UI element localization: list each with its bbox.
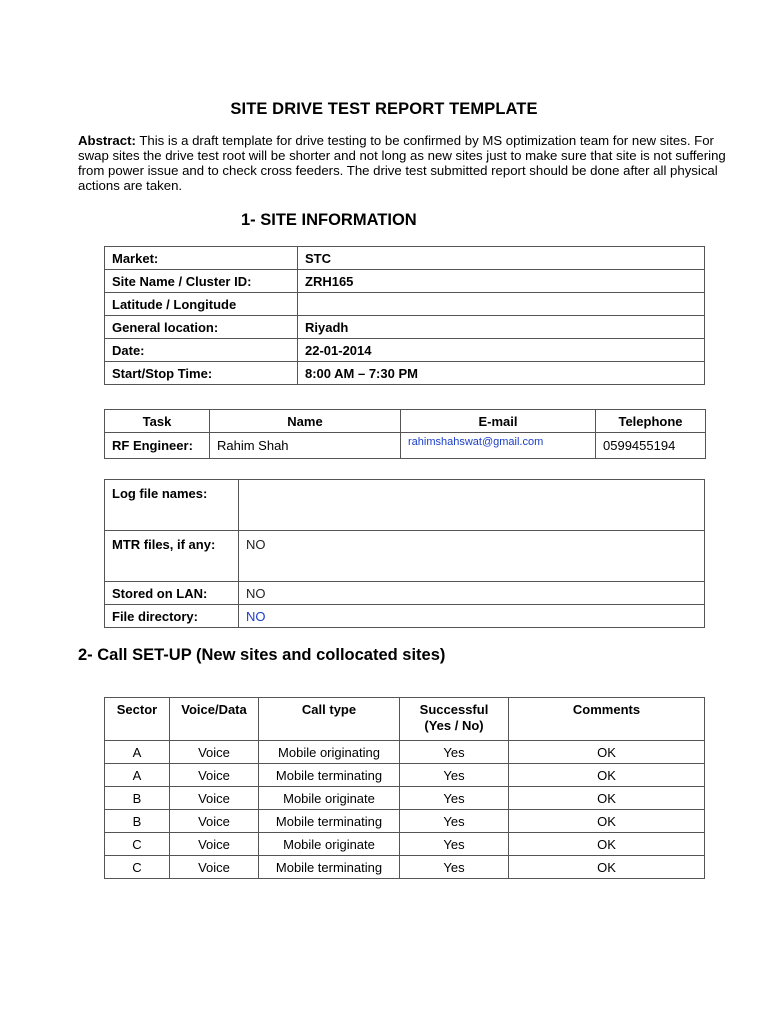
sector-cell: B [105,810,170,833]
lat-long-value [298,293,705,316]
sector-header: Sector [105,698,170,741]
market-label: Market: [105,247,298,270]
log-file-names-value [239,480,705,531]
table-row [105,339,705,362]
voice-data-cell: Voice [170,833,259,856]
call-type-cell: Mobile originate [259,787,400,810]
sector-cell: A [105,741,170,764]
comments-cell: OK [509,764,705,787]
comments-cell: OK [509,741,705,764]
comments-header: Comments [509,698,705,741]
successful-cell: Yes [400,856,509,879]
file-directory-value: NO [239,605,705,628]
stored-on-lan-label: Stored on LAN: [105,582,239,605]
site-name-value: ZRH165 [298,270,705,293]
table-row [105,582,705,605]
name-header: Name [210,410,401,433]
comments-cell: OK [509,810,705,833]
voice-data-cell: Voice [170,764,259,787]
table-row [105,856,705,879]
sector-cell: B [105,787,170,810]
table-row [105,741,705,764]
mtr-files-value: NO [239,531,705,582]
successful-cell: Yes [400,741,509,764]
name-cell: Rahim Shah [210,433,401,459]
market-value: STC [298,247,705,270]
team-table [104,409,706,459]
table-row [105,247,705,270]
sector-cell: C [105,833,170,856]
successful-cell: Yes [400,810,509,833]
table-header-row [105,410,706,433]
file-directory-label: File directory: [105,605,239,628]
successful-cell: Yes [400,833,509,856]
general-location-label: General location: [105,316,298,339]
task-header: Task [105,410,210,433]
date-value: 22-01-2014 [298,339,705,362]
comments-cell: OK [509,833,705,856]
voice-data-cell: Voice [170,810,259,833]
table-row [105,480,705,531]
abstract-label: Abstract: [78,133,136,148]
comments-cell: OK [509,787,705,810]
telephone-header: Telephone [596,410,706,433]
successful-header-line1: Successful [419,702,489,717]
log-file-names-label: Log file names: [105,480,239,531]
site-name-label: Site Name / Cluster ID: [105,270,298,293]
start-stop-time-label: Start/Stop Time: [105,362,298,385]
telephone-cell: 0599455194 [596,433,706,459]
sector-cell: C [105,856,170,879]
comments-cell: OK [509,856,705,879]
voice-data-cell: Voice [170,856,259,879]
table-row [105,787,705,810]
table-row [105,270,705,293]
table-row [105,605,705,628]
sector-cell: A [105,764,170,787]
lat-long-label: Latitude / Longitude [105,293,298,316]
email-link[interactable]: rahimshahswat@gmail.com [401,433,596,459]
site-information-table [104,246,705,385]
call-type-header: Call type [259,698,400,741]
task-cell: RF Engineer: [105,433,210,459]
call-setup-heading: 2- Call SET-UP (New sites and collocated sites) [78,646,446,664]
start-stop-time-value: 8:00 AM – 7:30 PM [298,362,705,385]
call-type-cell: Mobile terminating [259,764,400,787]
files-table [104,479,705,628]
table-row [105,764,705,787]
table-row [105,810,705,833]
abstract-paragraph [78,133,738,193]
table-row [105,316,705,339]
table-header-row [105,698,705,741]
date-label: Date: [105,339,298,362]
voice-data-header: Voice/Data [170,698,259,741]
successful-cell: Yes [400,787,509,810]
voice-data-cell: Voice [170,787,259,810]
call-setup-table [104,697,705,879]
call-type-cell: Mobile terminating [259,856,400,879]
call-type-cell: Mobile originating [259,741,400,764]
successful-cell: Yes [400,764,509,787]
call-type-cell: Mobile terminating [259,810,400,833]
stored-on-lan-value: NO [239,582,705,605]
voice-data-cell: Voice [170,741,259,764]
general-location-value: Riyadh [298,316,705,339]
table-row [105,293,705,316]
table-row [105,362,705,385]
document-title: SITE DRIVE TEST REPORT TEMPLATE [230,100,538,118]
successful-header-line2: (Yes / No) [424,718,484,733]
table-row [105,433,706,459]
mtr-files-label: MTR files, if any: [105,531,239,582]
abstract-text: This is a draft template for drive testing to be confirmed by MS optimization team for new sites. For swap sites the drive test root will be shorter and not long as new sites just to make sure that site is not suffering from power issue and to check cross feeders. The drive test submitted report should be done after all physical actions are taken. [78,133,726,193]
table-row [105,531,705,582]
email-header: E-mail [401,410,596,433]
site-information-heading: 1- SITE INFORMATION [241,211,417,229]
call-type-cell: Mobile originate [259,833,400,856]
successful-header [400,698,509,741]
table-row [105,833,705,856]
